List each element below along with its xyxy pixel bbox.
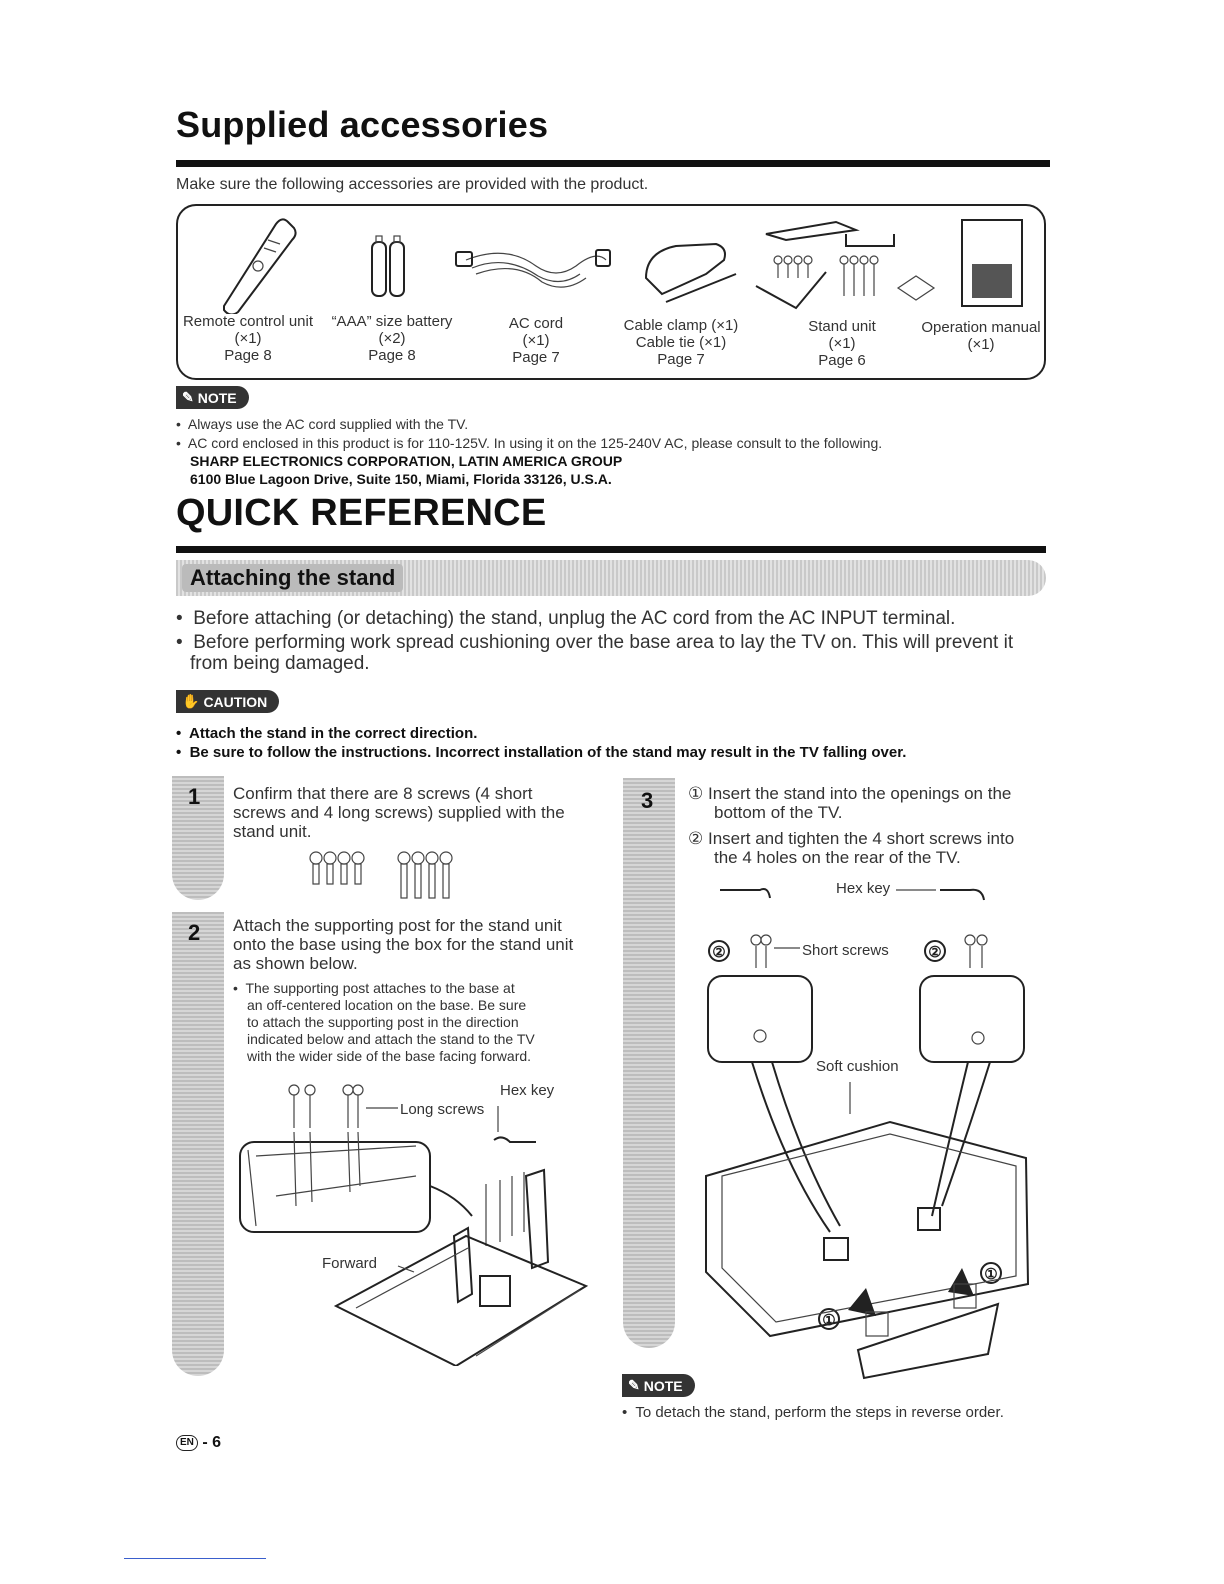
step-2-number: 2: [188, 920, 201, 945]
title-rule: [176, 160, 1050, 167]
accessory-battery: “AAA” size battery (×2) Page 8: [331, 313, 453, 364]
step-3-marker-1-left: ①: [818, 1308, 840, 1330]
tv-stand-illustration: [700, 876, 1040, 1386]
note-bullet-2: • AC cord enclosed in this product is for 110-125V. In using it on the 125-240V AC, please consult to the following.: [176, 435, 883, 451]
page-footer: EN - 6: [176, 1434, 221, 1452]
step-3-bar: [623, 778, 675, 1348]
step-2-hex-key-label: Hex key: [500, 1082, 555, 1099]
stand-unit-icon: [756, 222, 934, 308]
accessory-manual: Operation manual (×1): [921, 319, 1041, 353]
note-company: SHARP ELECTRONICS CORPORATION, LATIN AMERICA GROUP: [190, 453, 623, 469]
bottom-link-rule: [124, 1558, 266, 1559]
ac-cord-icon: [456, 250, 610, 287]
step-3-marker-1-right: ①: [980, 1262, 1002, 1284]
pencil-icon: ✎: [182, 389, 194, 405]
caution-bullet-1: • Attach the stand in the correct direction.: [176, 725, 478, 742]
step-3-short-screws-label: Short screws: [802, 942, 889, 959]
accessory-stand-unit: Stand unit (×1) Page 6: [808, 318, 876, 369]
stand-assembly-illustration: [236, 1076, 596, 1366]
step-2-bar: [172, 912, 224, 1376]
quick-bullet-2-cont: from being damaged.: [190, 653, 370, 674]
quick-bullet-1: • Before attaching (or detaching) the stand, unplug the AC cord from the AC INPUT terminal.: [176, 608, 956, 629]
section-title: Attaching the stand: [182, 564, 403, 592]
battery-icon: [372, 236, 404, 296]
step-3-marker-2-right: ②: [924, 940, 946, 962]
step-2-text: Attach the supporting post for the stand unit onto the base using the box for the stand unit as shown below.: [233, 916, 574, 973]
step-1-text: Confirm that there are 8 screws (4 short screws and 4 long screws) supplied with the stand unit.: [233, 784, 565, 841]
screws-illustration: [300, 846, 470, 902]
step-3-marker-2-left: ②: [708, 940, 730, 962]
pencil-icon: ✎: [628, 1377, 640, 1393]
quick-reference-rule: [176, 546, 1046, 553]
page-number: 6: [212, 1434, 222, 1451]
note-bullet-1: • Always use the AC cord supplied with the TV.: [176, 416, 469, 432]
step-3-number: 3: [641, 788, 654, 813]
accessory-ac-cord: AC cord (×1) Page 7: [508, 315, 564, 366]
accessories-illustrations: [176, 204, 1046, 314]
note-2-bullet: • To detach the stand, perform the steps in reverse order.: [622, 1404, 1004, 1421]
step-2-long-screws-label: Long screws: [400, 1101, 485, 1118]
note-tag: ✎ NOTE: [176, 386, 249, 409]
quick-bullet-2: • Before performing work spread cushioning over the base area to lay the TV on. This will prevent it: [176, 632, 1014, 653]
step-3-instruction-1: ① Insert the stand into the openings on the bottom of the TV.: [688, 784, 1012, 822]
step-3-soft-cushion-label: Soft cushion: [816, 1058, 899, 1075]
section-banner: [176, 560, 1046, 596]
quick-reference-title: QUICK REFERENCE: [176, 492, 547, 534]
page-title: Supplied accessories: [176, 104, 549, 145]
step-2-subnote: • The supporting post attaches to the base at an off-centered location on the base. Be sure to attach the supporting post in the direction indicated below and attach the stand to the TV with the wider side of the base facing forward.: [233, 980, 535, 1064]
language-badge: EN: [176, 1435, 198, 1451]
operation-manual-icon: [962, 220, 1022, 306]
caution-tag: ✋ CAUTION: [176, 690, 279, 713]
accessory-cable-clamp: Cable clamp (×1) Cable tie (×1) Page 7: [623, 317, 739, 368]
step-3-instruction-2: ② Insert and tighten the 4 short screws into the 4 holes on the rear of the TV.: [688, 829, 1015, 867]
note-address: 6100 Blue Lagoon Drive, Suite 150, Miami, Florida 33126, U.S.A.: [190, 471, 612, 487]
note-2-tag: ✎ NOTE: [622, 1374, 695, 1397]
remote-control-icon: [224, 219, 296, 314]
cable-clamp-icon: [646, 244, 736, 302]
step-1-number: 1: [188, 784, 201, 809]
step-2-forward-label: Forward: [322, 1255, 378, 1272]
accessories-intro: Make sure the following accessories are provided with the product.: [176, 176, 649, 193]
hand-icon: ✋: [182, 693, 200, 709]
caution-bullet-2: • Be sure to follow the instructions. Incorrect installation of the stand may result in the TV falling over.: [176, 744, 907, 761]
step-3-hex-key-label: Hex key: [836, 880, 891, 897]
accessory-remote: Remote control unit (×1) Page 8: [182, 313, 314, 364]
